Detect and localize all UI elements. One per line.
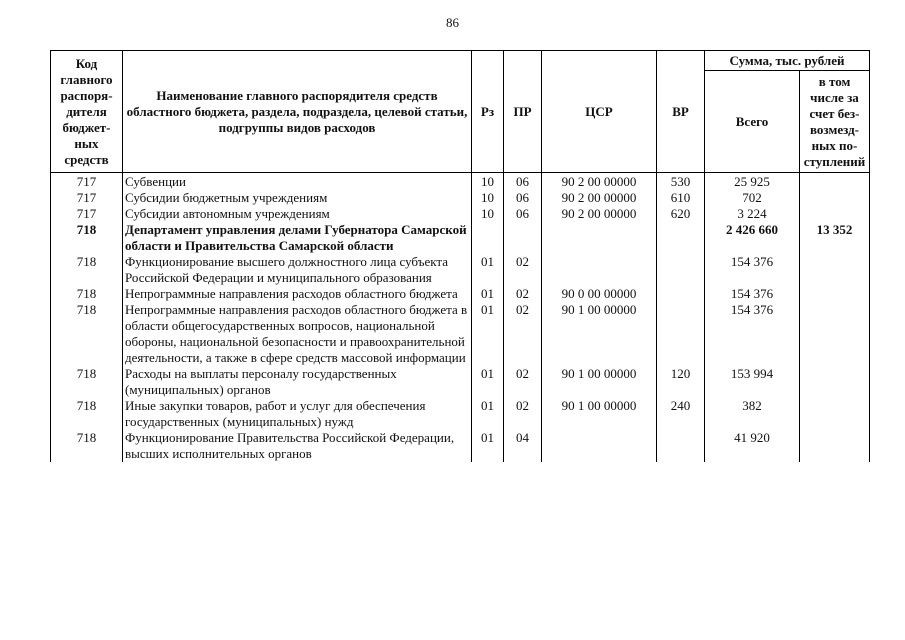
cell-total: 3 224 (705, 206, 800, 222)
cell-vr (657, 302, 705, 366)
header-pr: ПР (504, 51, 542, 173)
cell-gratuitous (800, 286, 870, 302)
cell-code: 717 (51, 206, 123, 222)
cell-vr: 610 (657, 190, 705, 206)
cell-name: Непрограммные направления расходов областного бюджета в области общегосударственных вопросов, национальной обороны, национальной безопасности и правоохранительной деятельности, а также в сфере средств массовой информации (123, 302, 472, 366)
table-row (51, 302, 870, 366)
header-name: Наименование главного распорядителя средств областного бюджета, раздела, подраздела, целевой статьи, подгруппы видов расходов (123, 51, 472, 173)
cell-pr: 06 (504, 190, 542, 206)
table-row (51, 173, 870, 191)
cell-rz: 10 (472, 206, 504, 222)
cell-pr: 06 (504, 173, 542, 191)
table-row (51, 430, 870, 462)
cell-gratuitous (800, 366, 870, 398)
table-row (51, 366, 870, 398)
cell-code: 718 (51, 398, 123, 430)
cell-code: 718 (51, 366, 123, 398)
cell-vr (657, 430, 705, 462)
header-gratuitous: в том числе за счет без-возмезд-ных по-ступлений (800, 71, 870, 173)
cell-pr: 04 (504, 430, 542, 462)
cell-vr (657, 286, 705, 302)
cell-total: 382 (705, 398, 800, 430)
header-code: Код главного распоря-дителя бюджет-ных средств (51, 51, 123, 173)
header-rz: Рз (472, 51, 504, 173)
cell-code: 718 (51, 254, 123, 286)
cell-gratuitous (800, 206, 870, 222)
cell-gratuitous (800, 173, 870, 191)
cell-total: 154 376 (705, 302, 800, 366)
cell-pr: 06 (504, 206, 542, 222)
header-csr: ЦСР (542, 51, 657, 173)
cell-rz: 10 (472, 190, 504, 206)
table-row (51, 222, 870, 254)
cell-csr: 90 2 00 00000 (542, 190, 657, 206)
cell-name: Субсидии бюджетным учреждениям (123, 190, 472, 206)
cell-total: 154 376 (705, 254, 800, 286)
page-number: 86 (446, 15, 459, 30)
budget-table (50, 50, 870, 462)
cell-gratuitous (800, 302, 870, 366)
header-vr: ВР (657, 51, 705, 173)
header-total: Всего (705, 71, 800, 173)
cell-rz: 10 (472, 173, 504, 191)
cell-vr: 240 (657, 398, 705, 430)
cell-csr: 90 0 00 00000 (542, 286, 657, 302)
cell-name: Субсидии автономным учреждениям (123, 206, 472, 222)
cell-code: 717 (51, 173, 123, 191)
table-row (51, 286, 870, 302)
cell-vr: 530 (657, 173, 705, 191)
cell-name: Функционирование высшего должностного лица субъекта Российской Федерации и муниципального образования (123, 254, 472, 286)
cell-total: 25 925 (705, 173, 800, 191)
cell-pr: 02 (504, 286, 542, 302)
cell-rz: 01 (472, 398, 504, 430)
cell-csr: 90 2 00 00000 (542, 206, 657, 222)
cell-code: 718 (51, 430, 123, 462)
cell-rz: 01 (472, 366, 504, 398)
cell-total: 153 994 (705, 366, 800, 398)
cell-rz: 01 (472, 286, 504, 302)
cell-csr: 90 1 00 00000 (542, 398, 657, 430)
cell-gratuitous: 13 352 (800, 222, 870, 254)
header-row-1 (51, 51, 870, 71)
cell-rz: 01 (472, 430, 504, 462)
cell-total: 2 426 660 (705, 222, 800, 254)
cell-code: 717 (51, 190, 123, 206)
cell-total: 702 (705, 190, 800, 206)
cell-code: 718 (51, 286, 123, 302)
table-row (51, 254, 870, 286)
cell-gratuitous (800, 430, 870, 462)
cell-name: Функционирование Правительства Российской Федерации, высших исполнительных органов (123, 430, 472, 462)
cell-code: 718 (51, 302, 123, 366)
table-body (51, 173, 870, 463)
cell-csr: 90 1 00 00000 (542, 302, 657, 366)
cell-pr (504, 222, 542, 254)
cell-csr: 90 1 00 00000 (542, 366, 657, 398)
cell-total: 154 376 (705, 286, 800, 302)
cell-csr (542, 222, 657, 254)
cell-gratuitous (800, 398, 870, 430)
cell-pr: 02 (504, 302, 542, 366)
cell-csr (542, 254, 657, 286)
cell-rz (472, 222, 504, 254)
cell-vr: 620 (657, 206, 705, 222)
cell-vr: 120 (657, 366, 705, 398)
cell-pr: 02 (504, 366, 542, 398)
cell-rz: 01 (472, 254, 504, 286)
cell-name: Субвенции (123, 173, 472, 191)
cell-pr: 02 (504, 398, 542, 430)
table-row (51, 398, 870, 430)
table-row (51, 206, 870, 222)
cell-name: Расходы на выплаты персоналу государственных (муниципальных) органов (123, 366, 472, 398)
header-sum-group: Сумма, тыс. рублей (705, 51, 870, 71)
table-row (51, 190, 870, 206)
cell-rz: 01 (472, 302, 504, 366)
cell-vr (657, 222, 705, 254)
cell-pr: 02 (504, 254, 542, 286)
cell-csr (542, 430, 657, 462)
cell-name: Иные закупки товаров, работ и услуг для обеспечения государственных (муниципальных) нужд (123, 398, 472, 430)
cell-total: 41 920 (705, 430, 800, 462)
cell-gratuitous (800, 190, 870, 206)
cell-name: Непрограммные направления расходов областного бюджета (123, 286, 472, 302)
cell-code: 718 (51, 222, 123, 254)
cell-vr (657, 254, 705, 286)
cell-gratuitous (800, 254, 870, 286)
cell-csr: 90 2 00 00000 (542, 173, 657, 191)
cell-name: Департамент управления делами Губернатора Самарской области и Правительства Самарской области (123, 222, 472, 254)
